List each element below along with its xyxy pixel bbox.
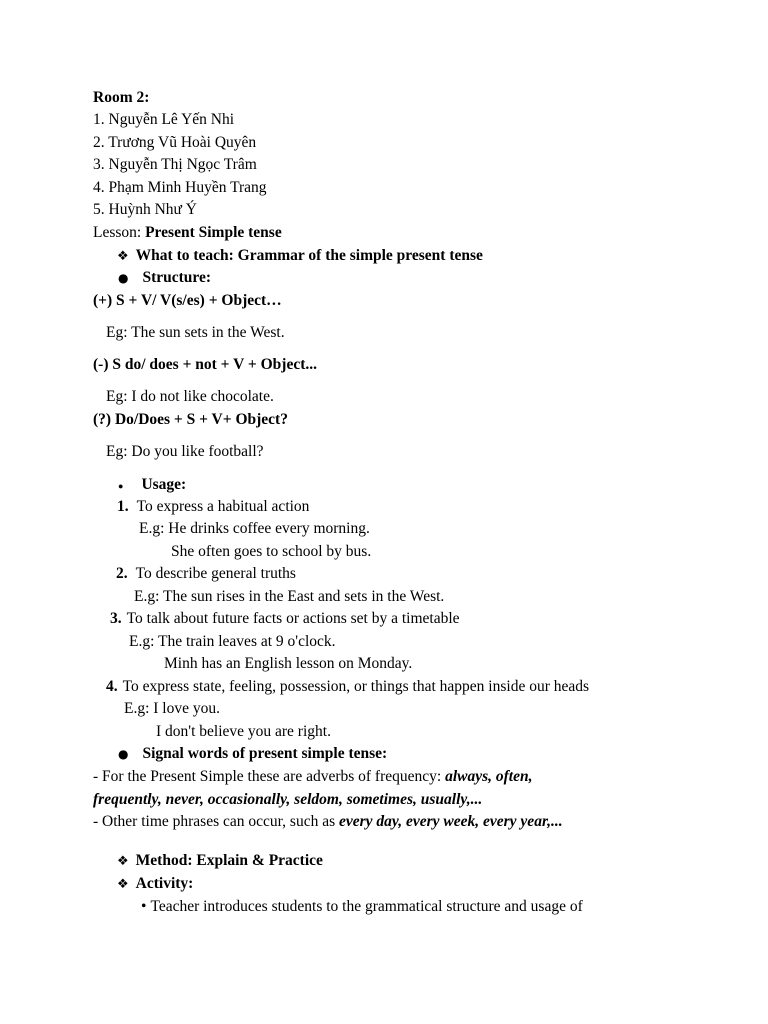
diamond-bullet-icon: ❖ [117, 249, 129, 264]
structure-question-example: Eg: Do you like football? [106, 443, 264, 460]
usage-item-3-example-2: Minh has an English lesson on Monday. [164, 655, 413, 672]
what-to-teach: ❖ What to teach: Grammar of the simple present tense [117, 247, 483, 264]
structure-negative-example: Eg: I do not like chocolate. [106, 388, 274, 405]
structure-negative: (-) S do/ does + not + V + Object... [93, 356, 317, 373]
method-line: ❖ Method: Explain & Practice [117, 852, 323, 869]
usage-heading: ● Usage: [118, 476, 187, 493]
usage-item-4-example-1: E.g: I love you. [124, 700, 220, 717]
bullet-icon: ● [118, 747, 129, 761]
activity-heading: ❖ Activity: [117, 875, 194, 892]
structure-positive-example: Eg: The sun sets in the West. [106, 324, 285, 341]
member-1: 1. Nguyễn Lê Yến Nhi [93, 111, 235, 128]
usage-item-2-example-1: E.g: The sun rises in the East and sets in the West. [134, 588, 445, 605]
usage-item-1-example-2: She often goes to school by bus. [171, 543, 372, 560]
usage-item-1-example-1: E.g: He drinks coffee every morning. [139, 520, 370, 537]
usage-item-2: 2. To describe general truths [116, 565, 296, 582]
usage-item-3: 3. To talk about future facts or actions set by a timetable [110, 610, 460, 627]
usage-item-3-example-1: E.g: The train leaves at 9 o'clock. [129, 633, 336, 650]
bullet-icon: • [141, 898, 147, 915]
signal-heading: ● Signal words of present simple tense: [118, 745, 388, 762]
bullet-icon: ● [118, 481, 124, 491]
structure-positive: (+) S + V/ V(s/es) + Object… [93, 292, 282, 309]
member-3: 3. Nguyễn Thị Ngọc Trâm [93, 156, 257, 173]
room-heading: Room 2: [93, 89, 150, 106]
bullet-icon: ● [118, 271, 129, 285]
signal-line-2: frequently, never, occasionally, seldom, sometimes, usually,... [93, 791, 483, 808]
signal-line-1: - For the Present Simple these are adverbs of frequency: always, often, [93, 768, 533, 785]
member-5: 5. Huỳnh Như Ý [93, 201, 197, 218]
structure-heading: ● Structure: [118, 269, 212, 286]
usage-item-4: 4. To express state, feeling, possession, or things that happen inside our heads [106, 678, 590, 695]
activity-item-1: • Teacher introduces students to the grammatical structure and usage of [141, 898, 583, 915]
usage-item-4-example-2: I don't believe you are right. [156, 723, 331, 740]
lesson-title: Present Simple tense [145, 224, 282, 241]
diamond-bullet-icon: ❖ [117, 854, 129, 869]
structure-question: (?) Do/Does + S + V+ Object? [93, 411, 288, 428]
member-2: 2. Trương Vũ Hoài Quyên [93, 134, 257, 151]
lesson-label: Lesson: [93, 224, 146, 241]
signal-line-3: - Other time phrases can occur, such as every day, every week, every year,... [93, 813, 563, 830]
member-4: 4. Phạm Minh Huyền Trang [93, 179, 267, 196]
diamond-bullet-icon: ❖ [117, 877, 129, 892]
usage-item-1: 1. To express a habitual action [117, 498, 310, 515]
lesson-line [93, 223, 282, 243]
